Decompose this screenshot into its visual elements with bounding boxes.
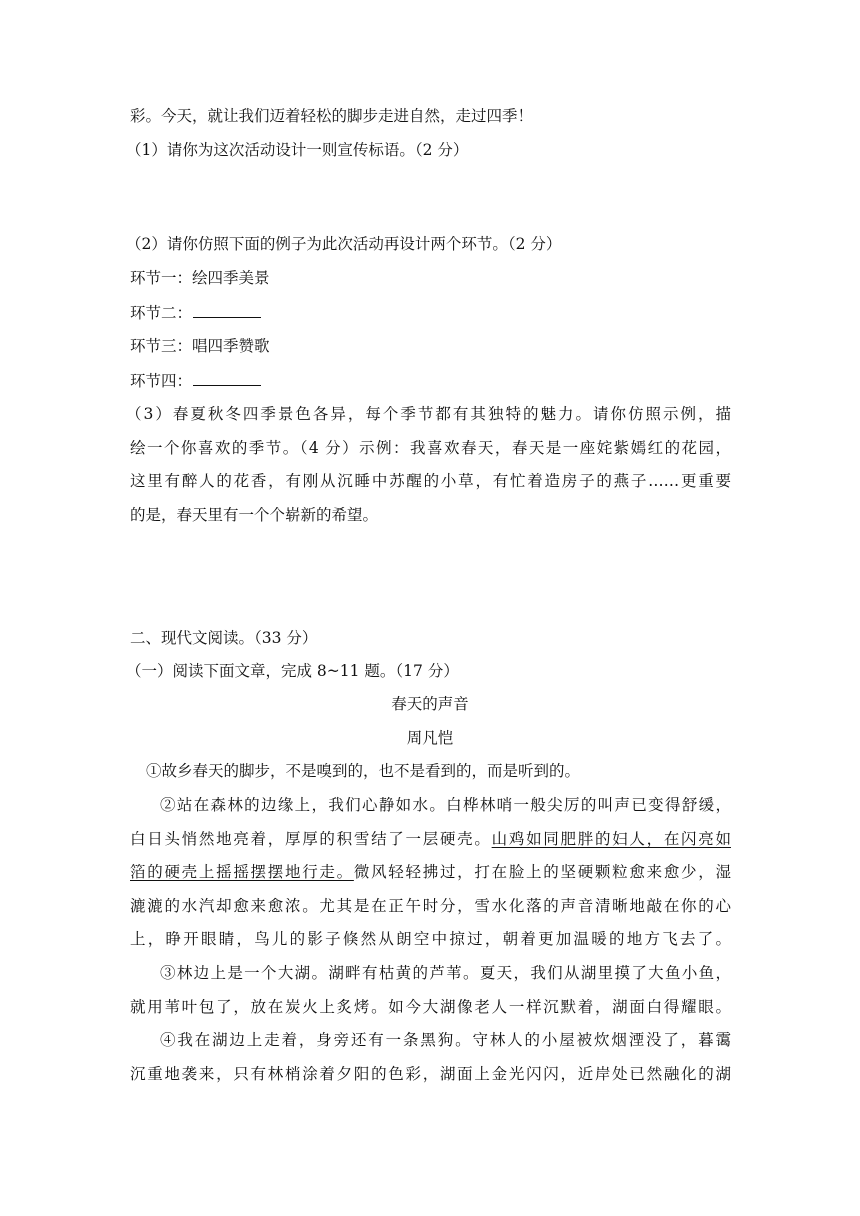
subsection-heading: （一）阅读下面文章，完成 8~11 题。（17 分）	[126, 662, 459, 680]
question-2: （2）请你仿照下面的例子为此次活动再设计两个环节。（2 分）	[126, 235, 562, 253]
paragraph-line: ②站在森林的边缘上，我们心静如水。白桦林哨一般尖厉的叫声已变得舒缓，	[160, 796, 731, 814]
paragraph-text: 微风轻轻拂过，打在脸上的坚硬颗粒愈来愈少，湿	[353, 863, 731, 881]
step-4	[130, 370, 261, 391]
question-3-line: 绘一个你喜欢的季节。（4 分）示例：我喜欢春天，春天是一座姹紫嫣红的花园，	[130, 439, 731, 457]
article-author: 周凡恺	[406, 729, 454, 747]
step-2	[130, 302, 261, 323]
paragraph-line: 就用苇叶包了，放在炭火上炙烤。如今大湖像老人一样沉默着，湖面白得耀眼。	[130, 998, 731, 1016]
question-3-line: （3）春夏秋冬四季景色各异，每个季节都有其独特的魅力。请你仿照示例，描	[126, 405, 731, 423]
paragraph-line: ④我在湖边上走着，身旁还有一条黑狗。守林人的小屋被炊烟湮没了，暮霭	[160, 1031, 731, 1049]
paragraph-text: 白日头悄然地亮着，厚厚的积雪结了一层硬壳。	[130, 830, 492, 848]
section-heading: 二、现代文阅读。（33 分）	[130, 629, 318, 647]
paragraph-line: ③林边上是一个大湖。湖畔有枯黄的芦苇。夏天，我们从湖里摸了大鱼小鱼，	[160, 964, 731, 982]
answer-blank	[193, 370, 261, 386]
answer-blank	[193, 302, 261, 318]
question-3-line: 这里有醉人的花香，有刚从沉睡中苏醒的小草，有忙着造房子的燕子……更重要	[130, 472, 731, 490]
article-title: 春天的声音	[391, 695, 469, 713]
step-4-label: 环节四：	[130, 372, 193, 390]
paragraph-line: ①故乡春天的脚步，不是嗅到的，也不是看到的，而是听到的。	[146, 762, 581, 780]
question-1: （1）请你为这次活动设计一则宣传标语。（2 分）	[126, 141, 469, 159]
paragraph-line: 漉漉的水汽却愈来愈浓。尤其是在正午时分，雪水化落的声音清晰地敲在你的心	[130, 897, 731, 915]
question-3-line: 的是，春天里有一个个崭新的希望。	[130, 506, 379, 524]
text-line: 彩。今天，就让我们迈着轻松的脚步走进自然，走过四季！	[130, 107, 534, 125]
paragraph-line: 上，睁开眼睛，鸟儿的影子倏然从朗空中掠过，朝着更加温暖的地方飞去了。	[130, 930, 731, 948]
step-2-label: 环节二：	[130, 304, 193, 322]
paragraph-line	[130, 829, 731, 849]
paragraph-line	[130, 862, 731, 882]
step-3: 环节三：唱四季赞歌	[130, 337, 270, 355]
underlined-sentence: 山鸡如同肥胖的妇人，在闪亮如	[491, 830, 731, 848]
paragraph-line: 沉重地袭来，只有林梢涂着夕阳的色彩，湖面上金光闪闪，近岸处已然融化的湖	[130, 1065, 731, 1083]
step-1: 环节一：绘四季美景	[130, 269, 270, 287]
underlined-sentence: 箔的硬壳上摇摇摆摆地行走。	[130, 863, 354, 881]
